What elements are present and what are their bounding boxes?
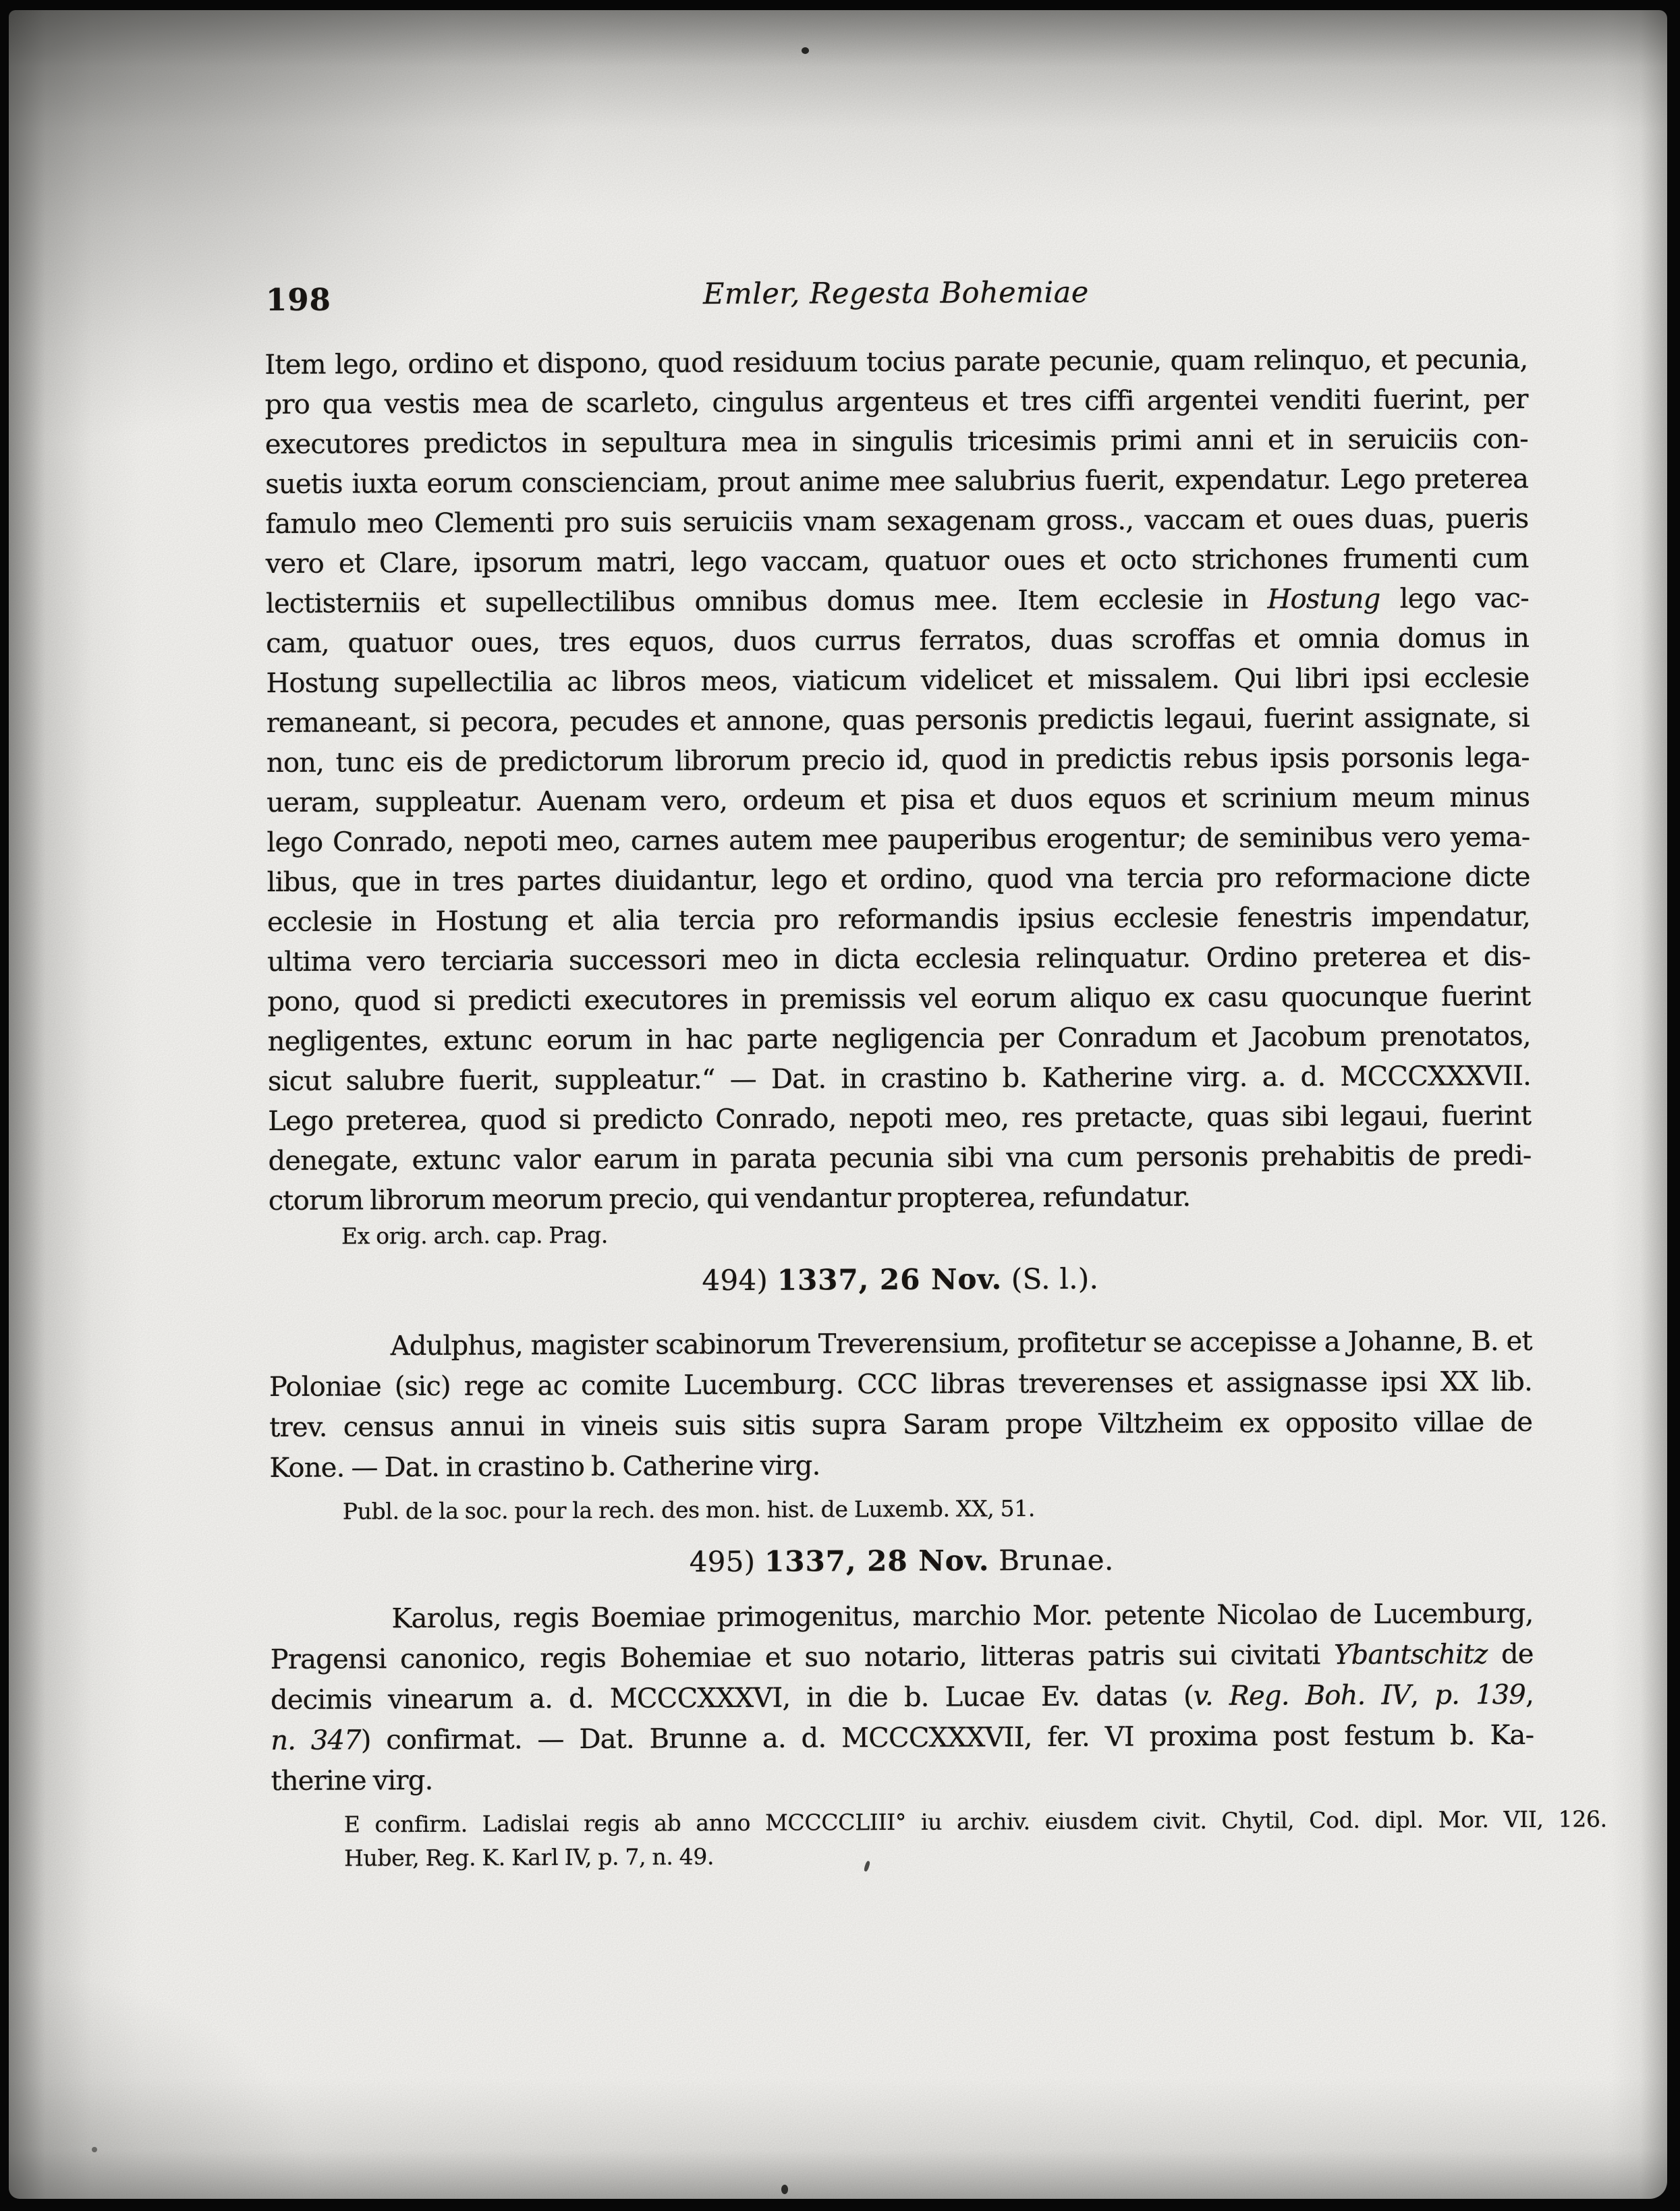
text-segment: Brunae. [989, 1543, 1114, 1577]
text-segment: de [1487, 1638, 1534, 1671]
para-line [269, 1402, 1532, 1448]
entry-495-heading [270, 1542, 1533, 1580]
text-segment: ctorum librorum meorum precio, qui vendantur propterea, refundatur. [268, 1181, 1191, 1216]
para-line [267, 698, 1530, 744]
text-segment: lego vac- [1380, 582, 1529, 615]
text-segment: Kone. — Dat. in crastino b. Catherine virg. [269, 1450, 820, 1484]
para-line [269, 1362, 1532, 1407]
entry-493-source [269, 1214, 1604, 1254]
para-line [268, 1136, 1531, 1181]
text-segment: famulo meo Clementi pro suis seruiciis vnam sexagenam gross., vaccam et oues duas, pueris [265, 503, 1529, 540]
running-header [264, 274, 1528, 320]
text-segment: Ybantschitz [1333, 1639, 1488, 1671]
text-segment: Hostung supellectilia ac libros meos, viaticum videlicet et missalem. Qui libri ipsi ecclesie [266, 662, 1530, 699]
text-segment: Hostung [1267, 583, 1380, 615]
para-line [265, 459, 1528, 505]
para-line [269, 1321, 1532, 1367]
source-line [343, 1489, 1606, 1528]
text-segment: ecclesie in Hostung et alia tercia pro reformandis ipsius ecclesie fenestris impendatur, [267, 901, 1531, 938]
text-segment: pro qua vestis mea de scarleto, cingulus argenteus et tres ciffi argentei venditi fuerint, per [264, 383, 1528, 420]
para-line [267, 778, 1530, 823]
source-line [344, 1802, 1607, 1841]
text-segment: Karolus, regis Boemiae primogenitus, marchio Mor. petente Nicolao de Lucemburg, [391, 1598, 1534, 1635]
text-segment: sicut salubre fuerit, suppleatur.“ — Dat. in crastino b. Katherine virg. a. d. MCCCXXXVII. [267, 1060, 1532, 1097]
para-line [266, 659, 1529, 704]
text-segment: suetis iuxta eorum conscienciam, prout anime mee salubrius fuerit, expendatur. Lego preterea [265, 463, 1529, 500]
text-segment: 494) [702, 1263, 777, 1297]
text-segment: lectisterniis et supellectilibus omnibus domus mee. Item ecclesie in [265, 584, 1268, 619]
entry-495-source [271, 1802, 1607, 1876]
text-segment: 1337, 28 Nov. [764, 1544, 990, 1578]
text-segment: n. 347 [271, 1725, 361, 1756]
text-segment: , [1410, 1679, 1435, 1711]
para-line [267, 977, 1530, 1022]
text-segment: non, tunc eis de predictorum librorum precio id, quod in predictis rebus ipsis porsonis lega- [266, 741, 1530, 779]
source-line [344, 1836, 1607, 1875]
text-segment: 495) [689, 1544, 765, 1579]
heading-line [270, 1542, 1533, 1580]
text-segment: ueram, suppleatur. Auenam vero, ordeum et pisa et duos equos et scrinium meum minus [267, 781, 1530, 818]
para-line [267, 897, 1530, 943]
text-segment: ultima vero terciaria successori meo in dicta ecclesia relinquatur. Ordino preterea et dis- [267, 941, 1531, 978]
text-segment: negligentes, extunc eorum in hac parte negligencia per Conradum et Jacobum prenotatos, [267, 1020, 1531, 1057]
text-segment: ) confirmat. — Dat. Brunne a. d. MCCCXXXVII, fer. VI proxima post festum b. Ka- [360, 1719, 1534, 1756]
para-line [267, 937, 1530, 982]
para-line [269, 1443, 1532, 1488]
source-line [341, 1214, 1604, 1253]
para-line [271, 1675, 1534, 1720]
text-segment: lego Conrado, nepoti meo, carnes autem mee pauperibus erogentur; de seminibus vero yema- [267, 821, 1530, 858]
para-line [265, 499, 1528, 544]
para-line [268, 1057, 1531, 1102]
text-segment: v. Reg. Boh. IV [1193, 1679, 1411, 1712]
para-line [268, 1017, 1531, 1062]
text-segment: decimis vinearum a. d. MCCCXXXVI, in die b. Lucae Ev. datas ( [270, 1681, 1194, 1716]
running-title: Emler, Regesta Bohemiae [702, 275, 1089, 312]
text-segment: E confirm. Ladislai regis ab anno MCCCCLIII° iu archiv. eiusdem civit. Chytil, Cod. dipl. Mor. VII, 126. [343, 1806, 1607, 1838]
para-line [264, 340, 1528, 385]
text-segment: Adulphus, magister scabinorum Treverensium, profitetur se accepisse a Johanne, B. et [390, 1325, 1532, 1362]
para-line [267, 858, 1530, 903]
text-segment: libus, que in tres partes diuidantur, lego et ordino, quod vna tercia pro reformacione dicte [267, 861, 1530, 898]
para-line [271, 1756, 1534, 1801]
text-segment: Ex orig. arch. cap. Prag. [341, 1221, 609, 1250]
entry-494-heading [269, 1260, 1532, 1299]
text-segment: cam, quatuor oues, tres equos, duos currus ferratos, duas scroffas et omnia domus in [266, 622, 1530, 659]
para-line [271, 1715, 1534, 1761]
text-segment: Item lego, ordino et dispono, quod residuum tocius parate pecunie, quam relinquo, et pecunia, [264, 343, 1528, 381]
ink-speck [92, 2147, 97, 2152]
text-segment: vero et Clare, ipsorum matri, lego vaccam, quatuor oues et octo strichones frumenti cum [265, 542, 1529, 580]
heading-line [269, 1260, 1532, 1299]
text-segment: therine virg. [271, 1764, 433, 1797]
para-line [269, 1176, 1532, 1221]
text-segment: Pragensi canonico, regis Bohemiae et suo notario, litteras patris sui civitati [270, 1640, 1335, 1675]
entry-495-text [270, 1594, 1534, 1801]
para-line [271, 1634, 1534, 1680]
text-segment: trev. census annui in vineis suis sitis supra Saram prope Viltzheim ex opposito villae de [269, 1406, 1533, 1443]
text-segment: (S. l.). [1002, 1262, 1099, 1296]
text-segment: , [1525, 1679, 1534, 1710]
para-line [266, 539, 1529, 584]
text-segment: 1337, 26 Nov. [777, 1262, 1003, 1297]
para-line [264, 380, 1528, 425]
para-line [266, 619, 1529, 664]
para-line [268, 1096, 1531, 1142]
text-segment: pono, quod si predicti executores in premissis vel eorum aliquo ex casu quocunque fuerint [267, 980, 1531, 1017]
para-line [267, 738, 1530, 783]
entry-494-text [269, 1321, 1533, 1488]
text-segment: denegate, extunc valor earum in parata pecunia sibi vna cum personis prehabitis de predi- [268, 1140, 1532, 1177]
page-content [263, 0, 1607, 2211]
text-segment: p. 139 [1434, 1679, 1526, 1711]
text-segment: Publ. de la soc. pour la rech. des mon. hist. de Luxemb. XX, 51. [342, 1495, 1036, 1525]
text-segment: remaneant, si pecora, pecudes et annone, quas personis predictis legaui, fuerint assignate, si [266, 702, 1530, 739]
page-number: 198 [265, 281, 331, 318]
para-line [267, 818, 1530, 863]
text-segment: Lego preterea, quod si predicto Conrado, nepoti meo, res pretacte, quas sibi legaui, fuerint [268, 1100, 1532, 1137]
text-segment: Huber, Reg. K. Karl IV, p. 7, n. 49. [343, 1843, 715, 1872]
para-line [266, 579, 1529, 624]
para-line [265, 420, 1528, 465]
text-segment: Poloniae (sic) rege ac comite Lucemburg. CCC libras treverenses et assignasse ipsi XX lib. [269, 1366, 1533, 1403]
text-segment: executores predictos in sepultura mea in singulis tricesimis primi anni et in seruiciis con- [264, 423, 1528, 460]
entry-494-source [270, 1489, 1606, 1529]
entry-493-text [264, 340, 1532, 1221]
para-line [270, 1594, 1533, 1640]
